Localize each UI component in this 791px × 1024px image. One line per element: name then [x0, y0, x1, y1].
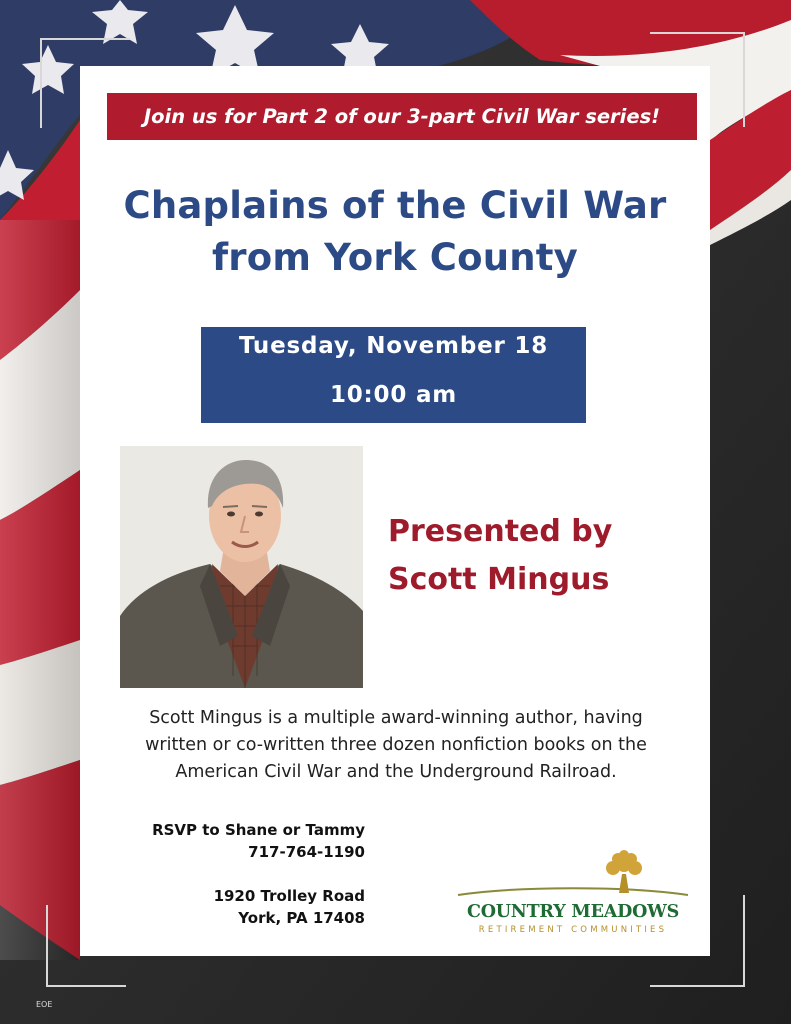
- tree-icon: [448, 850, 698, 902]
- frame-line: [743, 895, 745, 987]
- event-title-line2: from York County: [211, 236, 578, 279]
- bio-line: written or co-written three dozen nonfiction books on the: [145, 735, 647, 755]
- country-meadows-logo: [448, 850, 698, 940]
- rsvp-phone: 717-764-1190: [248, 843, 365, 861]
- event-title-line1: Chaplains of the Civil War: [123, 184, 667, 227]
- presenter-photo: [120, 446, 363, 688]
- event-title: [90, 180, 700, 284]
- presented-by-label: Presented by: [388, 514, 613, 549]
- logo-tagline: RETIREMENT COMMUNITIES: [478, 925, 668, 935]
- logo-name: COUNTRY MEADOWS: [466, 902, 680, 922]
- frame-line: [46, 985, 126, 987]
- rsvp-text: RSVP to Shane or Tammy: [152, 821, 365, 839]
- frame-line: [40, 38, 42, 128]
- date-time-box: [201, 327, 586, 423]
- frame-line: [743, 32, 745, 127]
- bio-line: Scott Mingus is a multiple award-winning author, having: [149, 708, 643, 728]
- presenter-bio: [96, 705, 696, 786]
- event-time: 10:00 am: [329, 382, 458, 408]
- presenter-portrait: [120, 446, 363, 688]
- presenter-credit: [388, 508, 688, 604]
- eoe-label: EOE: [36, 1000, 53, 1009]
- presenter-name: Scott Mingus: [388, 562, 610, 597]
- address-street: 1920 Trolley Road: [213, 887, 365, 905]
- address-block: [120, 885, 365, 929]
- frame-line: [40, 38, 130, 40]
- frame-line: [46, 905, 48, 987]
- frame-line: [650, 32, 745, 34]
- series-banner: [107, 93, 697, 140]
- frame-line: [650, 985, 745, 987]
- rsvp-block: [120, 819, 365, 863]
- series-banner-text: Join us for Part 2 of our 3-part Civil War series!: [143, 105, 661, 128]
- address-city: York, PA 17408: [238, 909, 365, 927]
- bio-line: American Civil War and the Underground Railroad.: [175, 762, 617, 782]
- event-date: Tuesday, November 18: [238, 333, 549, 359]
